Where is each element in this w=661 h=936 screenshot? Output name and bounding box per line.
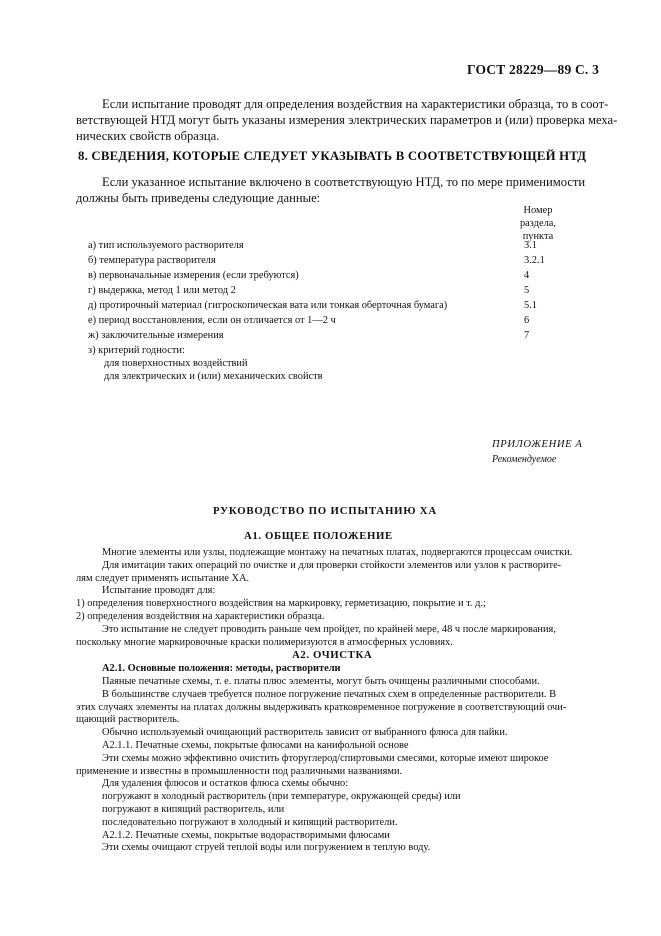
list-item-ref: 6 bbox=[524, 315, 530, 326]
column-header-line: раздела, bbox=[519, 217, 557, 229]
appendix-status: Рекомендуемое bbox=[492, 454, 557, 465]
text-line: А2.1.1. Печатные схемы, покрытые флюсами на канифольной основе bbox=[102, 739, 409, 751]
text-line: Обычно используемый очищающий растворитель зависит от выбранного флюса для пайки. bbox=[102, 727, 508, 739]
list-item: а) тип используемого растворителя bbox=[88, 240, 244, 251]
text-line: Эти схемы можно эффективно очистить фторуглерод/спиртовыми смесями, которые имеют широкое bbox=[102, 752, 549, 764]
list-item-ref: 7 bbox=[524, 330, 530, 341]
text-line: 2) определения воздействия на характеристики образца. bbox=[76, 610, 325, 622]
text-line: нических свойств образца. bbox=[76, 129, 220, 143]
text-line: В большинстве случаев требуется полное погружение печатных схем в определенные растворители. В bbox=[102, 688, 557, 700]
text-line: Если испытание проводят для определения воздействия на характеристики образца, то в соот- bbox=[102, 97, 609, 111]
text-line: погружают в кипящий растворитель, или bbox=[102, 803, 285, 815]
text-line: ветствующей НТД могут быть указаны измерения электрических параметров и (или) проверка меха- bbox=[76, 113, 618, 127]
section-8-title: 8. СВЕДЕНИЯ, КОТОРЫЕ СЛЕДУЕТ УКАЗЫВАТЬ В СООТВЕТСТВУЮЩЕЙ НТД bbox=[78, 149, 587, 163]
text-line: последовательно погружают в холодный и кипящий растворители. bbox=[102, 816, 398, 828]
text-line: Для удаления флюсов и остатков флюса схемы обычно: bbox=[102, 778, 349, 790]
list-item: г) выдержка, метод 1 или метод 2 bbox=[88, 285, 236, 296]
text-line: должны быть приведены следующие данные: bbox=[76, 191, 321, 205]
list-item: з) критерий годности: bbox=[88, 345, 185, 356]
text-line: Испытание проводят для: bbox=[102, 585, 216, 597]
appendix-title: РУКОВОДСТВО ПО ИСПЫТАНИЮ ХА bbox=[213, 505, 437, 517]
section-a2-1-heading-block bbox=[76, 663, 586, 676]
list-item: ж) заключительные измерения bbox=[88, 330, 224, 341]
text-line: Многие элементы или узлы, подлежащие монтажу на печатных платах, подвергаются процессам очистки. bbox=[102, 547, 573, 558]
text-line: Это испытание не следует проводить раньше чем пройдет, по крайней мере, 48 ч после маркирования, bbox=[102, 623, 556, 635]
column-header-line: Номер bbox=[523, 205, 553, 216]
page-header: ГОСТ 28229—89 С. 3 bbox=[467, 62, 600, 77]
list-item: в) первоначальные измерения (если требуются) bbox=[88, 270, 299, 281]
text-line: Эти схемы очищают струей теплой воды или погружением в теплую воду. bbox=[102, 842, 431, 854]
list-item-ref: 4 bbox=[524, 270, 530, 281]
text-line: этих случаях элементы на платах должны выдерживать кратковременное погружение в соответствующий очи- bbox=[76, 701, 567, 713]
text-line: А2.1.2. Печатные схемы, покрытые водорастворимыми флюсами bbox=[102, 829, 390, 841]
section-8-paragraph bbox=[76, 174, 586, 206]
section-a2-title: А2. ОЧИСТКА bbox=[292, 649, 373, 661]
section-a1-title: А1. ОБЩЕЕ ПОЛОЖЕНИЕ bbox=[244, 530, 393, 542]
text-line: погружают в холодный растворитель (при температуре, окружающей среды) или bbox=[102, 791, 461, 803]
text-line: поскольку многие маркировочные краски полимеризуются в атмосферных условиях. bbox=[76, 636, 453, 648]
appendix-label: ПРИЛОЖЕНИЕ А bbox=[492, 439, 583, 450]
section-a2-body bbox=[76, 676, 586, 855]
section-number-column-header bbox=[508, 205, 568, 243]
text-line: Для имитации таких операций по очистке и для проверки стойкости элементов или узлов к растворите- bbox=[102, 559, 562, 571]
list-subitem: для поверхностных воздействий bbox=[104, 358, 248, 369]
text-line: Паяные печатные схемы, т. е. платы плюс элементы, могут быть очищены различными способами. bbox=[102, 676, 540, 687]
list-subitem: для электрических и (или) механических свойств bbox=[104, 371, 323, 382]
list-item-ref: 5 bbox=[524, 285, 530, 296]
list-item-ref: 3.2.1 bbox=[524, 255, 545, 266]
section-a1-body bbox=[76, 547, 586, 649]
text-line: 1) определения поверхностного воздействия на маркировку, герметизацию, покрытие и т. д.; bbox=[76, 598, 486, 610]
list-item-ref: 5.1 bbox=[524, 300, 537, 311]
list-item: б) температура растворителя bbox=[88, 255, 216, 266]
list-item: е) период восстановления, если он отличается от 1—2 ч bbox=[88, 315, 336, 326]
section-a2-1-title: А2.1. Основные положения: методы, растворители bbox=[102, 663, 341, 674]
text-line: щающий растворитель. bbox=[76, 714, 180, 726]
list-item-ref: 3.1 bbox=[524, 240, 537, 251]
text-line: лям следует применять испытание ХА. bbox=[76, 572, 250, 584]
column-header-line: пункта bbox=[522, 230, 554, 242]
text-line: применение и известны в промышленности под различными названиями. bbox=[76, 765, 403, 777]
text-line: Если указанное испытание включено в соответствующую НТД, то по мере применимости bbox=[102, 175, 586, 189]
intro-paragraph bbox=[76, 96, 618, 144]
list-item: д) протирочный материал (гигроскопическая вата или тонкая оберточная бумага) bbox=[88, 300, 448, 311]
